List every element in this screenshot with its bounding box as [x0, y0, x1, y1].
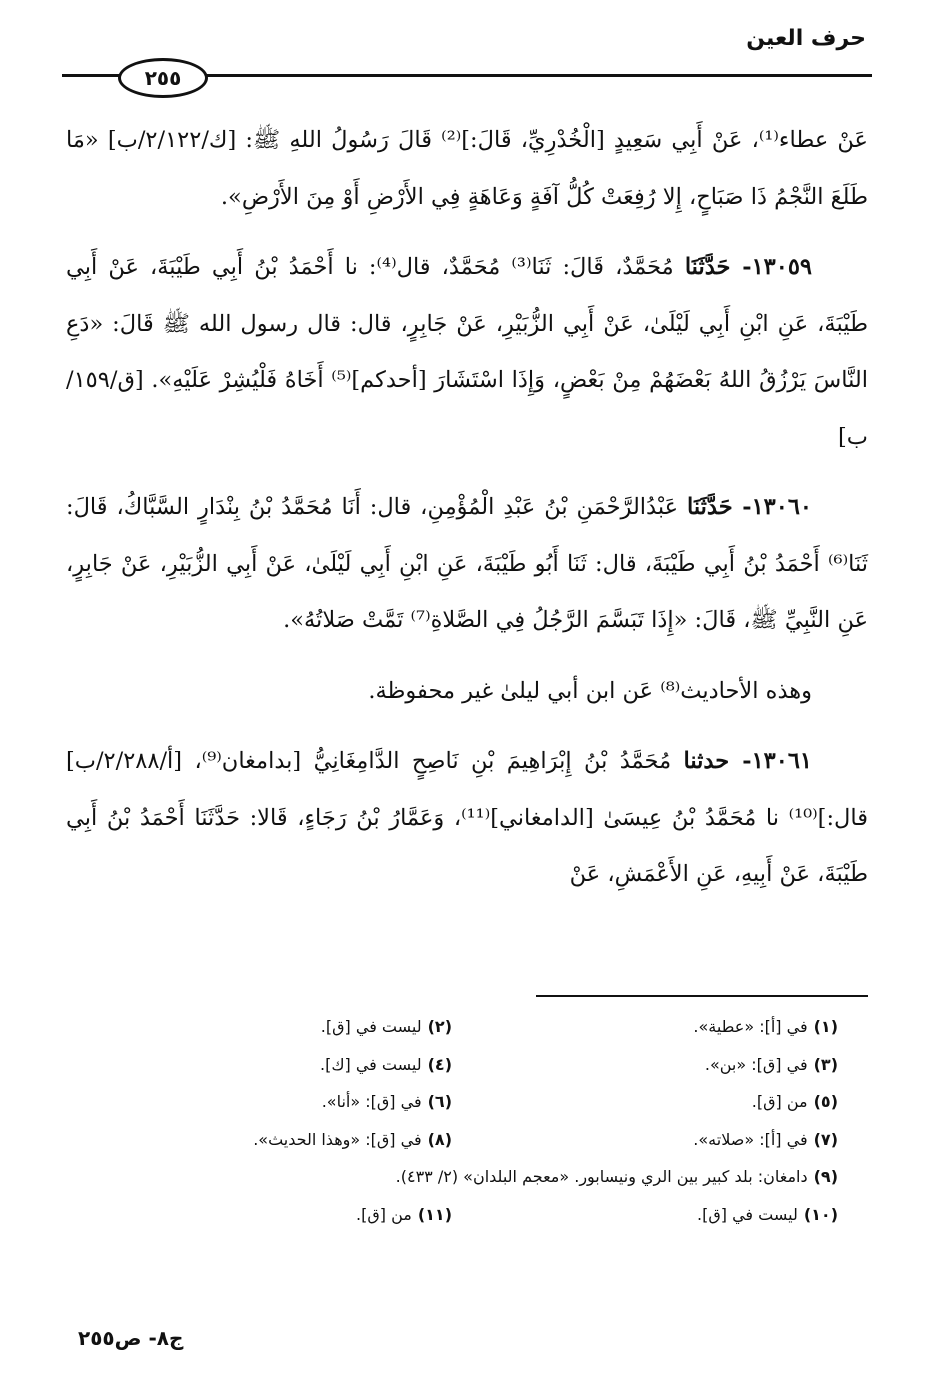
commentary: وهذه الأحاديث⁽⁸⁾ عَن ابن أبي ليلىٰ غير محفوظة. — [368, 677, 812, 704]
hadith-number: ١٣٠٦٠- — [732, 494, 813, 520]
page-number: ٢٥٥ — [144, 66, 182, 90]
hadith-number: ١٣٠٥٩- — [730, 254, 812, 280]
footnote-5: (٥)من [ق]. — [751, 1092, 838, 1112]
footnote-6: (٦)في [ق]: «أنا». — [321, 1092, 452, 1112]
narration-keyword: حدثنا — [683, 748, 730, 774]
footnote-10: (١٠)ليست في [ق]. — [697, 1204, 838, 1224]
footnote-rule — [536, 995, 868, 997]
footnote-2: (٢)ليست في [ق]. — [320, 1017, 452, 1037]
hadith-text: عَبْدُالرَّحْمَنِ بْنُ عَبْدِ الْمُؤْمِنِ، قال: أَنَا مُحَمَّدُ بْنُ بِنْدَارٍ السَّبَّاكُ، قَالَ: ثَنَا⁽⁶⁾ أَحْمَدُ بْنُ أَبِي طَيْبَةَ، قال: ثَنَا أَبُو طَيْبَةَ، عَنِ ابْنِ أَبِي لَيْلَىٰ، عَنْ أَبِي الزُّبَيْرِ، عَنْ جَابِرٍ، عَنِ النَّبِيِّ ﷺ، قَالَ: «إِذَا تَبَسَّمَ الرَّجُلُ فِي الصَّلاةِ⁽⁷⁾ تَمَّتْ صَلاتُهُ». — [66, 494, 868, 633]
narration-keyword: حَدَّثَنَا — [684, 254, 731, 280]
footnote-9: (٩)دامغان: بلد كبير بين الري ونيسابور. «معجم البلدان» (٢/ ٤٣٣). — [395, 1167, 838, 1187]
footnotes — [66, 1008, 838, 1233]
paragraph-1: عَنْ عطاء⁽¹⁾، عَنْ أَبِي سَعِيدٍ [الْخُدْرِيِّ، قَالَ:]⁽²⁾ قَالَ رَسُولُ اللهِ ﷺ: [ك/٢/١٢٢/ب] «مَا طَلَعَ النَّجْمُ ذَا صَبَاحٍ، إِلا رُفِعَتْ كُلُّ آفَةٍ وَعَاهَةٍ فِي الأَرْضِ أَوْ مِنَ الأَرْضِ». — [66, 127, 868, 210]
footnote-4: (٤)ليست في [ك]. — [320, 1054, 452, 1074]
footnote-row — [66, 1046, 838, 1084]
footnote-8: (٨)في [ق]: «وهذا الحديث». — [253, 1129, 452, 1149]
footnote-7: (٧)في [أ]: «صلاته». — [693, 1129, 838, 1149]
hadith-text: مُحَمَّدُ بْنُ إِبْرَاهِيمَ بْنِ نَاصِحٍ الدَّامِغَانِيُّ [بدامغان⁽⁹⁾، [أ/٢/٢٨٨/ب] قال:]⁽¹⁰⁾ نا مُحَمَّدُ بْنُ عِيسَىٰ [الدامغاني]⁽¹¹⁾، وَعَمَّارُ بْنُ رَجَاءٍ، قَالا: حَدَّثَنَا أَحْمَدُ بْنُ أَبِي طَيْبَةَ، عَنْ أَبِيهِ، عَنِ الأَعْمَشِ، عَنْ — [66, 748, 868, 887]
footnote-row — [66, 1008, 838, 1046]
hadith-13061 — [66, 733, 868, 903]
footnote-1: (١)في [أ]: «عطية». — [693, 1017, 838, 1037]
running-header-title: حرف العين — [746, 26, 866, 51]
hadith-text: مُحَمَّدٌ، قَالَ: ثَنَا⁽³⁾ مُحَمَّدٌ، قال⁽⁴⁾: نا أَحْمَدُ بْنُ أَبِي طَيْبَةَ، عَنْ أَبِي طَيْبَةَ، عَنِ ابْنِ أَبِي لَيْلَىٰ، عَنْ أَبِي الزُّبَيْرِ، عَنْ جَابِرٍ، قال: قال رسول الله ﷺ قَالَ: «دَعِ النَّاسَ يَرْزُقُ اللهُ بَعْضَهُمْ مِنْ بَعْضٍ، وَإِذَا اسْتَشَارَ [أحدكم]⁽⁵⁾ أَخَاهُ فَلْيُشِرْ عَلَيْهِ». [ق/١٥٩/ب] — [66, 254, 868, 450]
narration-keyword: حَدَّثَنَا — [687, 494, 733, 520]
main-text — [66, 112, 868, 903]
page-number-badge — [118, 58, 208, 98]
footnote-row — [66, 1083, 838, 1121]
footnote-11: (١١)من [ق]. — [356, 1204, 452, 1224]
footnote-row — [66, 1158, 838, 1196]
hadith-number: ١٣٠٦١- — [729, 748, 812, 774]
hadith-13059 — [66, 239, 868, 465]
hadith-13060 — [66, 479, 868, 649]
footnote-3: (٣)في [ق]: «بن». — [704, 1054, 838, 1074]
footnote-row — [66, 1196, 838, 1234]
volume-page-footer: ج٨- ص٢٥٥ — [78, 1326, 184, 1350]
footnote-row — [66, 1121, 838, 1159]
